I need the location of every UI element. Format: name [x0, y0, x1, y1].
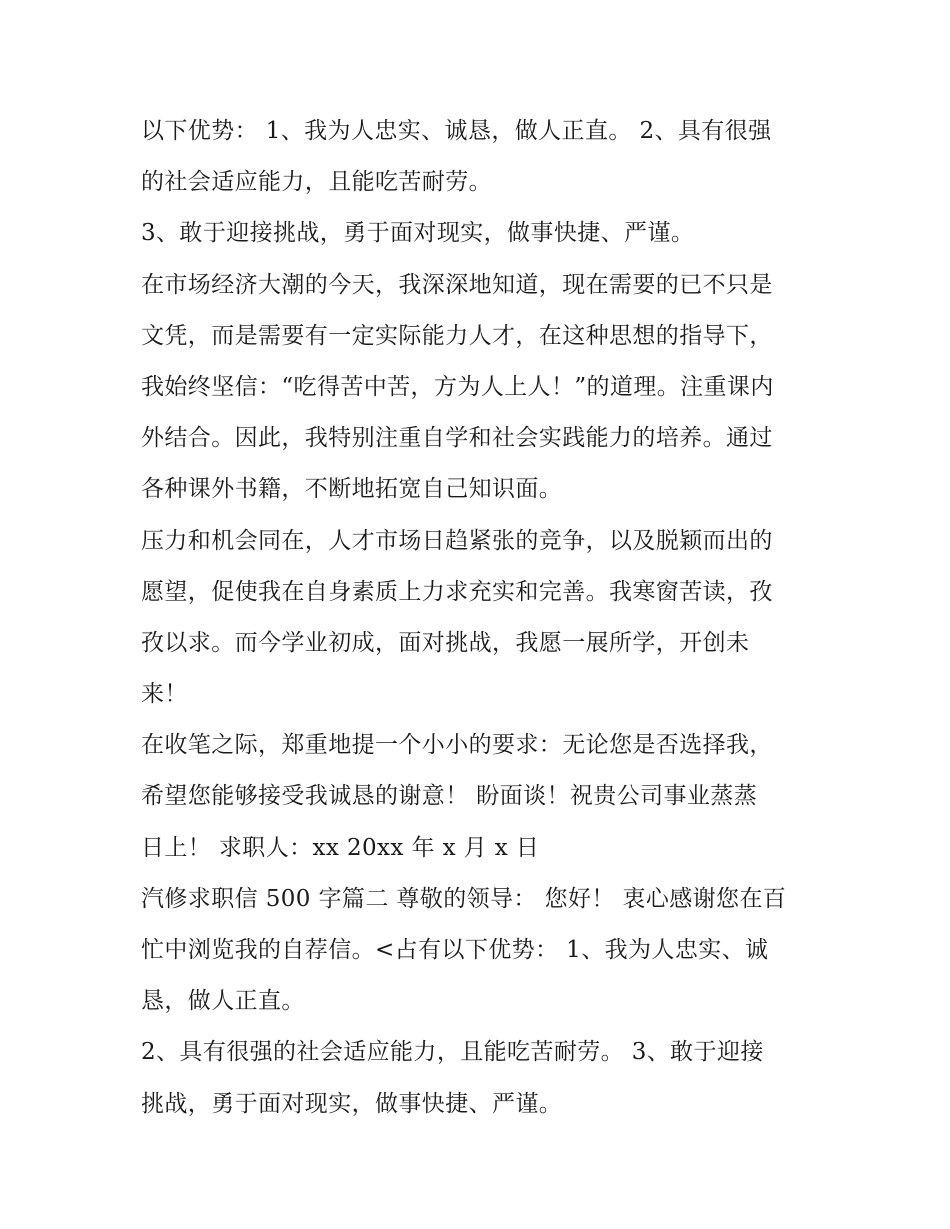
text-line: 愿望，促使我在自身素质上力求充实和完善。我寒窗苦读，孜: [141, 578, 773, 605]
text-line: 各种课外书籍，不断地拓宽自己知识面。: [141, 476, 563, 503]
text-line: 恳，做人正直。: [141, 988, 305, 1015]
text-line: 日上！ 求职人：xx 20xx 年 x 月 x 日: [141, 834, 540, 861]
text-line: 孜以求。而今学业初成，面对挑战，我愿一展所学，开创未: [141, 629, 750, 656]
text-line: 2、具有很强的社会适应能力，且能吃苦耐劳。 3、敢于迎接: [141, 1039, 764, 1066]
text-line: 汽修求职信 500 字篇二 尊敬的领导： 您好！ 衷心感谢您在百: [141, 885, 787, 912]
text-line: 在收笔之际，郑重地提一个小小的要求：无论您是否选择我，: [141, 732, 773, 759]
text-line: 在市场经济大潮的今天，我深深地知道，现在需要的已不只是: [141, 271, 773, 298]
document-body: [141, 106, 821, 1130]
text-line: 的社会适应能力，且能吃苦耐劳。: [141, 169, 492, 196]
text-line: 文凭，而是需要有一定实际能力人才，在这种思想的指导下，: [141, 322, 773, 349]
text-line: 外结合。因此，我特别注重自学和社会实践能力的培养。通过: [141, 425, 773, 452]
text-line: 压力和机会同在，人才市场日趋紧张的竞争，以及脱颖而出的: [141, 527, 773, 554]
text-line: 3、敢于迎接挑战，勇于面对现实，做事快捷、严谨。: [141, 220, 695, 247]
text-line: 忙中浏览我的自荐信。<占有以下优势： 1、我为人忠实、诚: [141, 937, 769, 963]
text-line: 希望您能够接受我诚恳的谢意！ 盼面谈！祝贵公司事业蒸蒸: [141, 783, 758, 810]
text-line: 我始终坚信：“吃得苦中苦，方为人上人！”的道理。注重课内: [141, 373, 774, 400]
text-line: 挑战，勇于面对现实，做事快捷、严谨。: [141, 1090, 563, 1117]
text-line: 以下优势： 1、我为人忠实、诚恳，做人正直。 2、具有很强: [141, 118, 772, 144]
text-line: 来！: [141, 681, 188, 708]
